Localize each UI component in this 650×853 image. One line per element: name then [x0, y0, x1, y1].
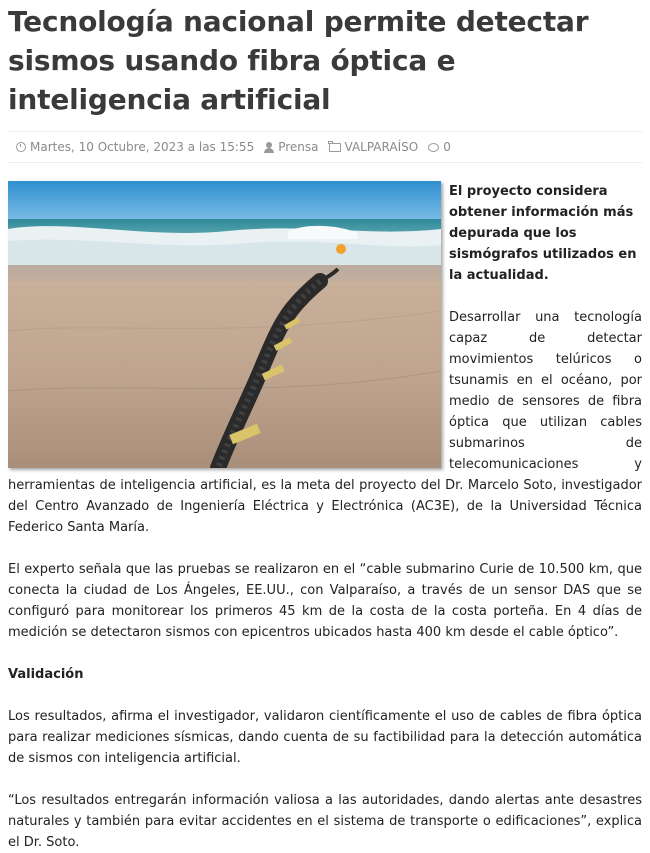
meta-category-text[interactable]: VALPARAÍSO [344, 140, 419, 154]
article-image [8, 181, 441, 468]
meta-date-text: Martes, 10 Octubre, 2023 a las 15:55 [30, 140, 255, 154]
meta-comments-count[interactable]: 0 [443, 140, 451, 154]
paragraph-4: “Los resultados entregarán información valiosa a las autoridades, dando alertas ante desastres naturales y también para evitar accidentes en el sistema de transporte o edificaciones”, explica el Dr. Soto. [8, 793, 642, 850]
meta-author-text[interactable]: Prensa [278, 140, 319, 154]
clock-icon [16, 142, 26, 152]
article-lead: El proyecto considera obtener información más depurada que los sismógrafos utilizados en la actualidad. [449, 184, 637, 283]
folder-icon [329, 143, 341, 152]
comment-icon [428, 143, 439, 152]
article-body [8, 181, 642, 853]
meta-comments[interactable] [428, 140, 451, 154]
article-meta [8, 131, 642, 163]
user-icon [264, 142, 274, 153]
paragraph-1: Desarrollar una tecnología capaz de detectar movimientos telúricos o tsunamis en el océano, por medio de sensores de fibra óptica que utilizan cables submarinos de telecomunicaciones y herramientas de inteligencia artificial, es la meta del proyecto del Dr. Marcelo Soto, investigador del Centro Avanzado de Ingeniería Eléctrica y Electrónica (AC3E), de la Universidad Técnica Federico Santa María. [8, 310, 642, 535]
paragraph-2: El experto señala que las pruebas se realizaron en el “cable submarino Curie de 10.500 km, que conecta la ciudad de Los Ángeles, EE.UU., con Valparaíso, a través de un sensor DAS que se configuró para monitorear los primeros 45 km de la costa de la costa porteña. En 4 días de medición se detectaron sismos con epicentros ubicados hasta 400 km desde el cable óptico”. [8, 562, 642, 640]
beach-fiber-cable-photo [8, 181, 441, 468]
subheading-validacion: Validación [8, 667, 84, 682]
meta-category[interactable] [329, 140, 419, 154]
meta-date [16, 140, 254, 154]
article-title: Tecnología nacional permite detectar sismos usando fibra óptica e inteligencia artificial [8, 5, 589, 116]
paragraph-3: Los resultados, afirma el investigador, validaron científicamente el uso de cables de fibra óptica para realizar mediciones sísmicas, dando cuenta de su factibilidad para la detección automática de sismos con inteligencia artificial. [8, 709, 642, 766]
meta-author[interactable] [264, 140, 318, 154]
